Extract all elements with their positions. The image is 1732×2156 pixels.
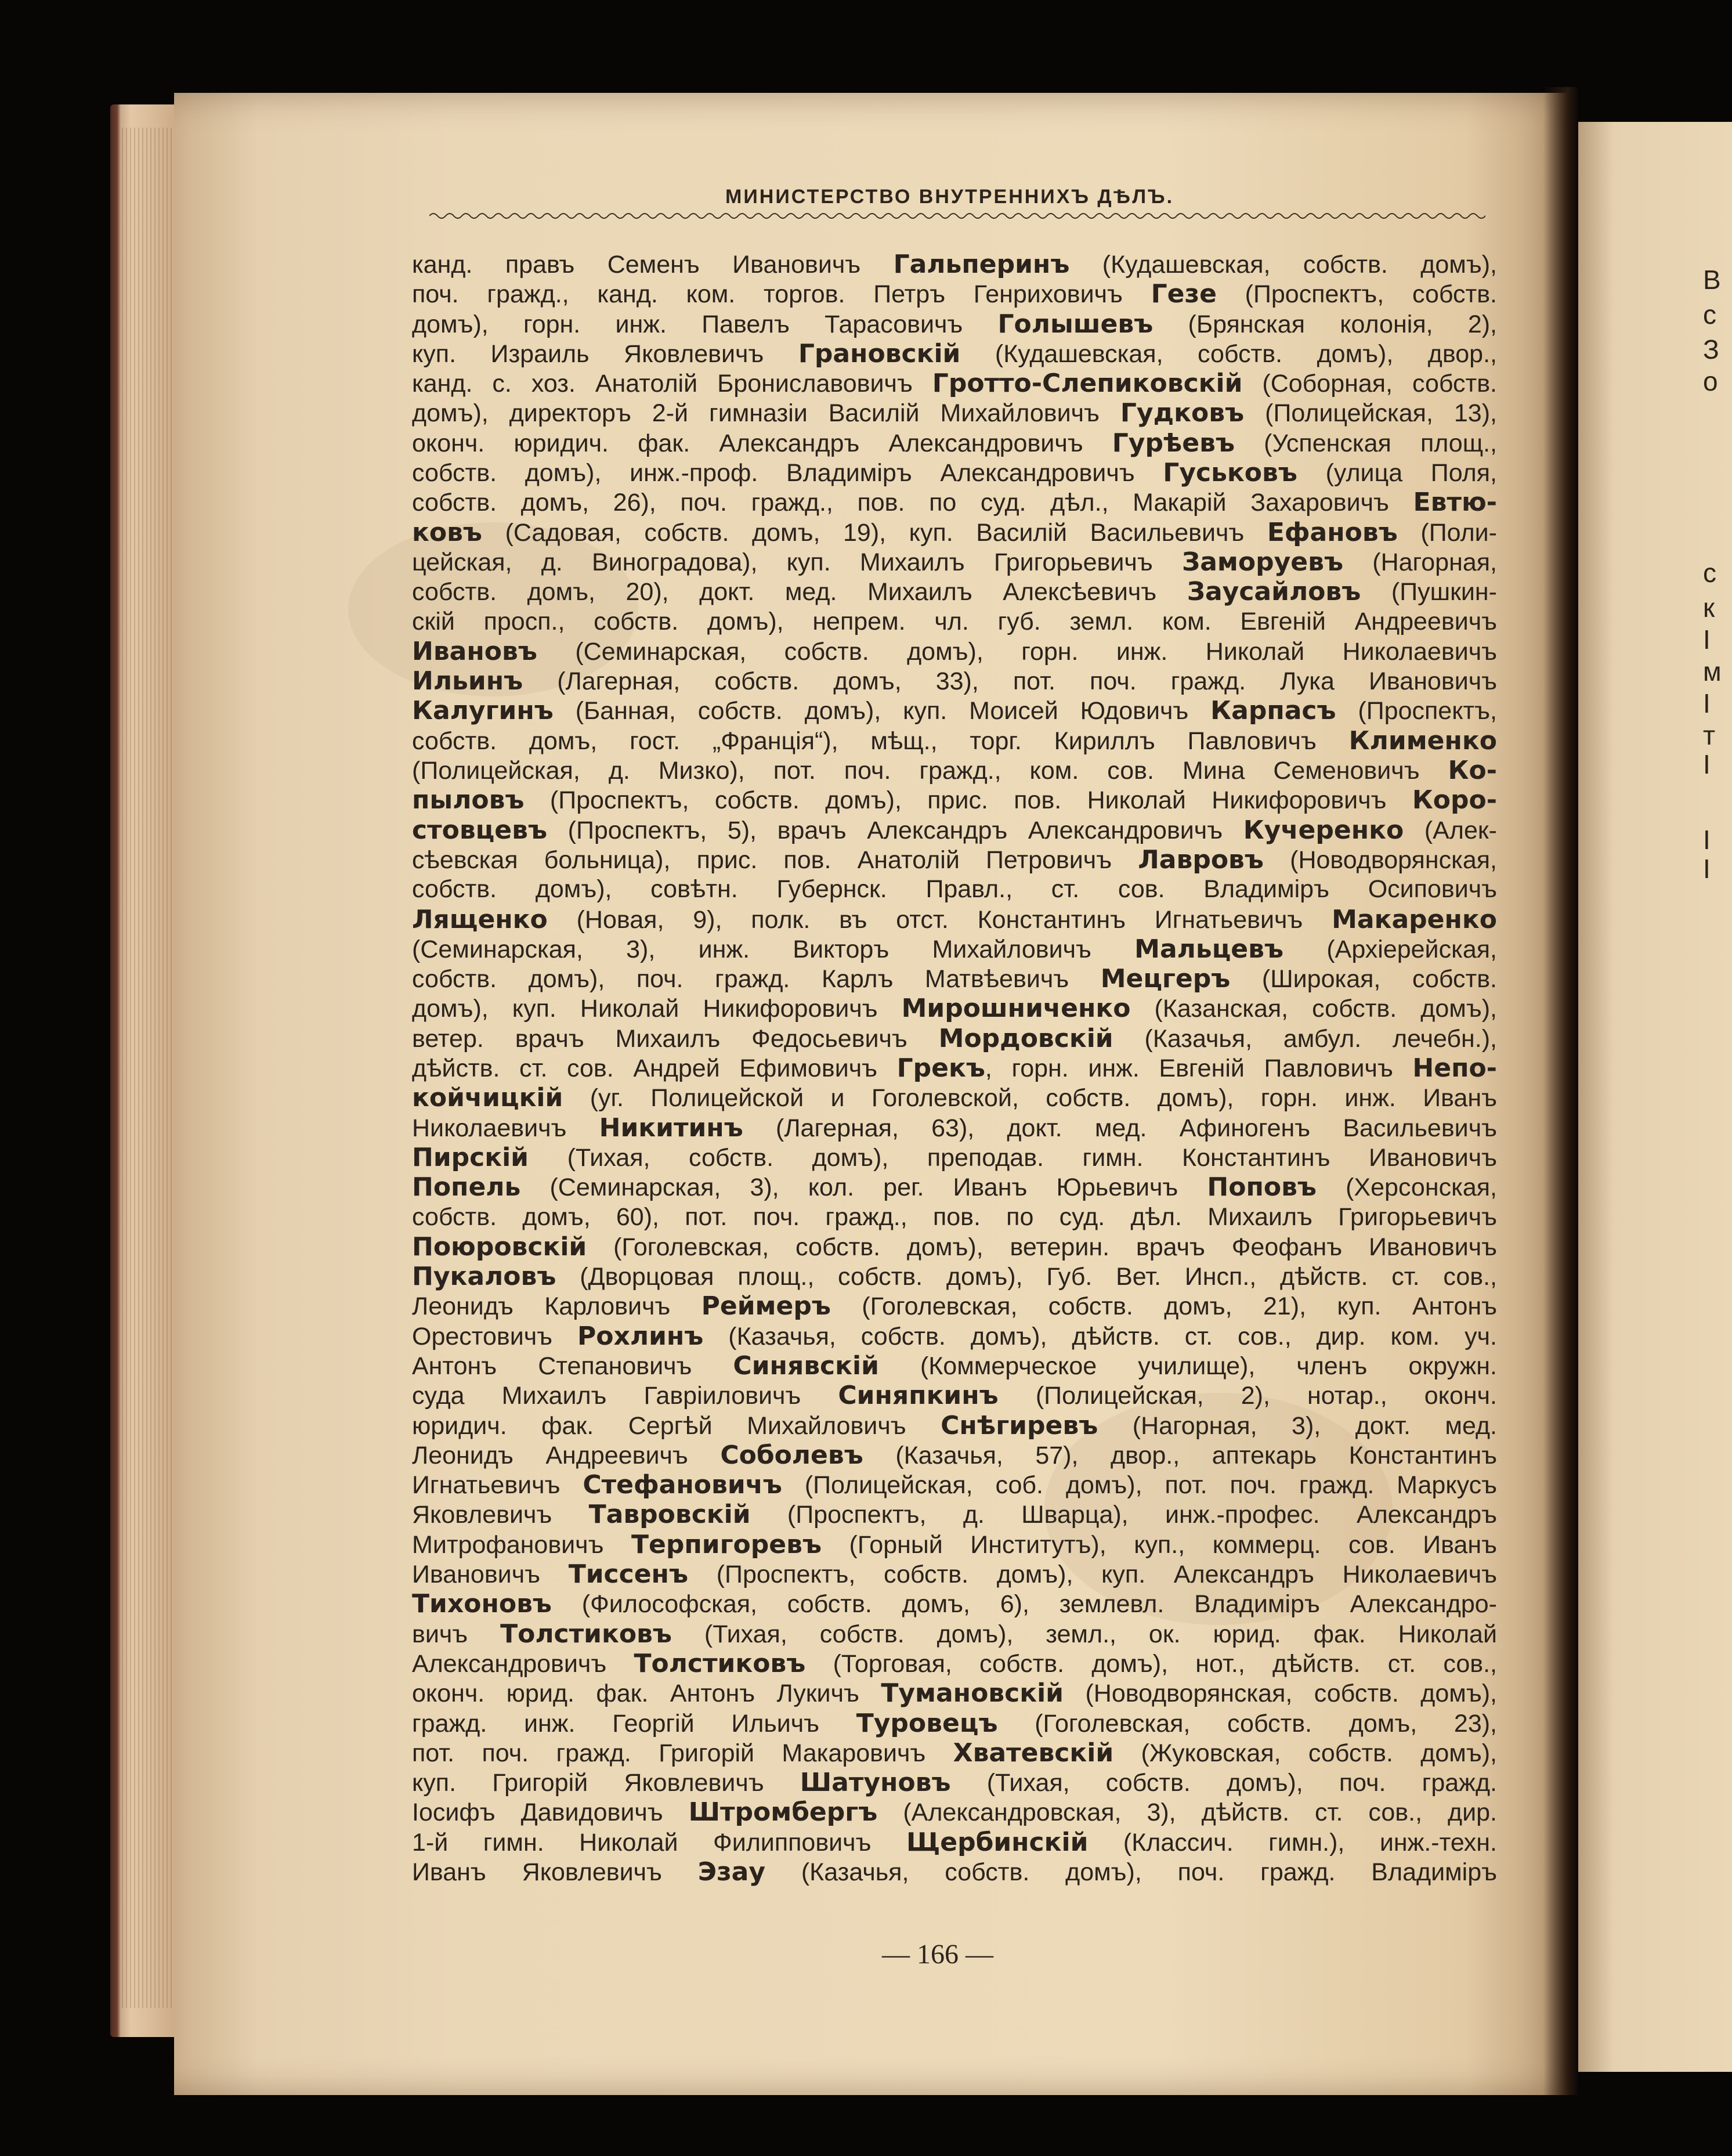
surname: Снѣгиревъ bbox=[941, 1410, 1098, 1440]
surname: Эзау bbox=[697, 1857, 766, 1887]
text-run: собств. домъ), поч. гражд. Карлъ Матвѣевичъ bbox=[412, 965, 1101, 994]
text-run: (Кудашевская, собств. домъ), двор., bbox=[960, 340, 1497, 368]
text-run: (Нагорная, 3), докт. мед. bbox=[1098, 1411, 1497, 1440]
text-run: юридич. фак. Сергѣй Михайловичъ bbox=[412, 1411, 941, 1440]
text-run: (Поли- bbox=[1397, 518, 1497, 547]
surname: Заморуевъ bbox=[1181, 547, 1344, 577]
text-line bbox=[412, 1232, 1497, 1262]
text-run: (Проспектъ, 5), врачъ Александръ Александровичъ bbox=[547, 816, 1243, 844]
text-run: (Проспектъ, собств. bbox=[1216, 280, 1497, 309]
surname: койчицкій bbox=[412, 1083, 563, 1113]
text-run: Иванъ Яковлевичъ bbox=[412, 1858, 698, 1887]
text-line bbox=[412, 1857, 1497, 1887]
text-line bbox=[412, 607, 1497, 637]
text-line bbox=[412, 309, 1497, 339]
text-line bbox=[412, 1143, 1497, 1172]
text-line bbox=[412, 250, 1497, 279]
text-line bbox=[412, 785, 1497, 815]
facing-page bbox=[1575, 122, 1732, 2072]
text-line bbox=[412, 1649, 1497, 1678]
text-run: (Банная, собств. домъ), куп. Моисей Юдовичъ bbox=[553, 697, 1211, 725]
surname: Голышевъ bbox=[997, 309, 1154, 339]
text-run: (Проспектъ, собств. домъ), куп. Александръ Николаевичъ bbox=[688, 1561, 1497, 1589]
surname: Заусайловъ bbox=[1187, 577, 1361, 607]
surname: Никитинъ bbox=[599, 1113, 743, 1143]
text-line bbox=[412, 1828, 1497, 1857]
text-line bbox=[412, 487, 1497, 517]
surname: Ефановъ bbox=[1267, 517, 1398, 547]
text-run: (Гоголевская, собств. домъ, 23), bbox=[997, 1709, 1497, 1738]
text-line bbox=[412, 1768, 1497, 1797]
surname: Клименко bbox=[1348, 725, 1497, 756]
text-line bbox=[412, 1738, 1497, 1768]
surname: Рохлинъ bbox=[577, 1321, 704, 1351]
text-run: (Проспектъ, д. Шварца), инж.-профес. Александръ bbox=[750, 1501, 1497, 1529]
text-line bbox=[412, 1113, 1497, 1143]
surname: пыловъ bbox=[412, 785, 525, 815]
text-run: (Пушкин- bbox=[1361, 578, 1497, 606]
surname: Мецгеръ bbox=[1100, 964, 1231, 994]
text-run: канд. правъ Семенъ Ивановичъ bbox=[412, 251, 894, 279]
text-run: (улица Поля, bbox=[1297, 459, 1497, 487]
text-run: Леонидъ Карловичъ bbox=[412, 1292, 702, 1321]
facing-page-fragment: I bbox=[1703, 854, 1711, 884]
text-line bbox=[412, 696, 1497, 725]
surname: Тавровскій bbox=[588, 1500, 751, 1530]
text-run: (Полицейская, соб. домъ), пот. поч. гражд. Маркусъ bbox=[782, 1471, 1497, 1500]
text-run: Орестовичъ bbox=[412, 1322, 577, 1350]
text-run: (Тихая, собств. домъ), земл., ок. юрид. фак. Николай bbox=[671, 1620, 1497, 1648]
page-number: — 166 — bbox=[882, 1939, 993, 1970]
surname: Непо- bbox=[1412, 1053, 1497, 1084]
surname: Стефановичъ bbox=[583, 1470, 782, 1500]
text-line bbox=[412, 1321, 1497, 1351]
text-run: дѣйств. ст. сов. Андрей Ефимовичъ bbox=[412, 1054, 897, 1083]
surname: Хватевскій bbox=[953, 1738, 1114, 1768]
surname: Гротто-Слепиковскій bbox=[932, 369, 1243, 399]
text-run: Антонъ Степановичъ bbox=[412, 1352, 733, 1380]
text-run: (Казачья, собств. домъ), поч. гражд. Владиміръ bbox=[765, 1858, 1497, 1887]
facing-page-fragment: с bbox=[1703, 558, 1716, 588]
surname: Лавровъ bbox=[1138, 844, 1264, 875]
facing-page-fragment: к bbox=[1703, 593, 1715, 623]
text-line bbox=[412, 279, 1497, 309]
text-run: 1-й гимн. Николай Филипповичъ bbox=[412, 1828, 906, 1857]
text-run: Яковлевичъ bbox=[412, 1501, 589, 1529]
text-run: (Брянская колонія, 2), bbox=[1153, 310, 1497, 338]
text-line bbox=[412, 905, 1497, 934]
text-line bbox=[412, 1470, 1497, 1500]
text-run: (Нагорная, bbox=[1343, 548, 1497, 576]
surname: Карпасъ bbox=[1210, 696, 1336, 726]
text-run: канд. с. хоз. Анатолій Брониславовичъ bbox=[412, 370, 932, 398]
facing-page-fragment: с bbox=[1703, 299, 1716, 330]
text-line bbox=[412, 1559, 1497, 1589]
book-gutter bbox=[1543, 87, 1578, 2095]
facing-page-fragment: I bbox=[1703, 825, 1711, 855]
text-run: (Семинарская, 3), кол. рег. Иванъ Юрьевичъ bbox=[520, 1173, 1207, 1202]
text-run: (Семинарская, 3), инж. Викторъ Михайловичъ bbox=[412, 935, 1135, 963]
facing-page-fragment: В bbox=[1703, 265, 1721, 295]
text-run: (Новая, 9), полк. въ отст. Константинъ Игнатьевичъ bbox=[547, 905, 1332, 934]
text-line bbox=[412, 458, 1497, 487]
text-run: вичъ bbox=[412, 1620, 501, 1648]
text-line bbox=[412, 845, 1497, 875]
text-run: оконч. юридич. фак. Александръ Александровичъ bbox=[412, 429, 1112, 457]
surname: Ильинъ bbox=[412, 666, 523, 696]
book-page-edge-lines bbox=[122, 128, 180, 2008]
text-run: (Дворцовая площ., собств. домъ), Губ. Вет. Инсп., дѣйств. ст. сов., bbox=[556, 1263, 1497, 1291]
surname: Мальцевъ bbox=[1134, 934, 1284, 964]
surname: Щербинскій bbox=[906, 1827, 1089, 1857]
text-run: сѣевская больница), прис. пов. Анатолій Петровичъ bbox=[412, 846, 1138, 874]
surname: Поюровскій bbox=[412, 1232, 587, 1262]
text-line bbox=[412, 1500, 1497, 1529]
text-line bbox=[412, 637, 1497, 666]
surname: Соболевъ bbox=[720, 1440, 863, 1470]
text-run: (Александровская, 3), дѣйств. ст. сов., дир. bbox=[877, 1799, 1497, 1827]
surname: Пирскій bbox=[412, 1142, 529, 1172]
text-run: (Алек- bbox=[1404, 816, 1497, 844]
text-run: собств. домъ, 26), поч. гражд., пов. по суд. дѣл., Макарій Захаровичъ bbox=[412, 489, 1413, 517]
surname: Лященко bbox=[412, 904, 548, 934]
facing-page-fragment: З bbox=[1703, 334, 1719, 364]
text-line bbox=[412, 1678, 1497, 1708]
text-line bbox=[412, 369, 1497, 398]
text-run: (Торговая, собств. домъ), нот., дѣйств. ст. сов., bbox=[805, 1649, 1497, 1678]
text-run: собств. домъ, гост. „Франція“), мѣщ., торг. Кириллъ Павловичъ bbox=[412, 727, 1349, 755]
text-line bbox=[412, 1172, 1497, 1202]
text-line bbox=[412, 1411, 1497, 1440]
text-line bbox=[412, 815, 1497, 845]
text-run: (Соборная, собств. bbox=[1242, 370, 1497, 398]
surname: Гудковъ bbox=[1120, 398, 1245, 428]
text-run: собств. домъ), совѣтн. Губернск. Правл., ст. сов. Владиміръ Осиповичъ bbox=[412, 875, 1497, 904]
text-run: куп. Израиль Яковлевичъ bbox=[412, 340, 798, 368]
surname: Синяпкинъ bbox=[838, 1381, 999, 1411]
text-run: (Коммерческое училище), членъ окружн. bbox=[878, 1352, 1497, 1380]
text-run: суда Михаилъ Гавріиловичъ bbox=[412, 1382, 838, 1410]
text-line bbox=[412, 1351, 1497, 1381]
surname: Гуськовъ bbox=[1163, 458, 1297, 488]
text-run: (Казачья, собств. домъ), дѣйств. ст. сов., дир. ком. уч. bbox=[703, 1322, 1497, 1350]
text-run: домъ), горн. инж. Павелъ Тарасовичъ bbox=[412, 310, 998, 338]
surname: Гурѣевъ bbox=[1112, 428, 1235, 458]
surname: Синявскій bbox=[733, 1350, 879, 1381]
text-run: (Проспектъ, собств. домъ), прис. пов. Николай Никифоровичъ bbox=[524, 786, 1412, 815]
surname: Штромбергъ bbox=[688, 1797, 878, 1828]
text-line bbox=[412, 398, 1497, 428]
text-line bbox=[412, 934, 1497, 964]
text-run: Леонидъ Андреевичъ bbox=[412, 1441, 721, 1469]
text-line bbox=[412, 1619, 1497, 1649]
text-line bbox=[412, 1262, 1497, 1291]
surname: Кучеренко bbox=[1243, 815, 1404, 845]
text-line bbox=[412, 1709, 1497, 1738]
text-line bbox=[412, 577, 1497, 606]
text-run: куп. Григорій Яковлевичъ bbox=[412, 1769, 800, 1797]
text-run: (Полицейская, 13), bbox=[1244, 399, 1497, 428]
text-line bbox=[412, 1589, 1497, 1619]
surname: Тихоновъ bbox=[412, 1589, 552, 1619]
surname: Макаренко bbox=[1332, 904, 1497, 934]
text-run: собств. домъ, 20), докт. мед. Михаилъ Алексѣевичъ bbox=[412, 578, 1187, 606]
surname: Мирошниченко bbox=[901, 994, 1131, 1024]
surname: Тумановскій bbox=[881, 1678, 1064, 1709]
surname: Мордовскій bbox=[938, 1023, 1113, 1053]
text-run: скій просп., собств. домъ), непрем. чл. губ. земл. ком. Евгеній Андреевичъ bbox=[412, 607, 1497, 635]
text-run: (Херсонская, bbox=[1316, 1173, 1497, 1202]
text-run: (Казачья, 57), двор., аптекарь Константинъ bbox=[863, 1441, 1497, 1469]
text-run: (Гоголевская, собств. домъ), ветерин. врачъ Феофанъ Ивановичъ bbox=[587, 1233, 1497, 1261]
text-line bbox=[412, 1202, 1497, 1232]
surname: Грекъ bbox=[896, 1053, 985, 1084]
text-line bbox=[412, 1530, 1497, 1559]
surname: Тиссенъ bbox=[568, 1559, 689, 1590]
surname: Реймеръ bbox=[701, 1291, 831, 1321]
facing-page-fragment: о bbox=[1703, 366, 1718, 396]
text-run: (Классич. гимн.), инж.-техн. bbox=[1088, 1828, 1497, 1857]
surname: Ивановъ bbox=[412, 636, 537, 666]
text-line bbox=[412, 1291, 1497, 1321]
text-run: (Философская, собств. домъ, 6), землевл. Владиміръ Александро- bbox=[552, 1590, 1497, 1619]
running-head: МИНИСТЕРСТВО ВНУТРЕННИХЪ ДѢЛЪ. bbox=[725, 186, 1174, 208]
text-line bbox=[412, 964, 1497, 994]
surname: Толстиковъ bbox=[500, 1619, 672, 1649]
surname: ковъ bbox=[412, 517, 482, 547]
surname: Гальперинъ bbox=[893, 250, 1070, 279]
directory-text bbox=[412, 250, 1497, 1887]
text-line bbox=[412, 875, 1497, 904]
text-line bbox=[412, 726, 1497, 756]
text-run: (Полицейская, д. Мизко), пот. поч. гражд., ком. сов. Мина Семеновичъ bbox=[412, 757, 1448, 785]
text-line bbox=[412, 994, 1497, 1023]
surname: Калугинъ bbox=[412, 696, 554, 726]
facing-page-fragment: I bbox=[1703, 749, 1711, 779]
text-run: (Новодворянская, собств. домъ), bbox=[1064, 1680, 1497, 1708]
surname: стовцевъ bbox=[412, 815, 548, 845]
wavy-rule bbox=[429, 209, 1485, 223]
text-line bbox=[412, 1053, 1497, 1083]
text-run: домъ), директоръ 2-й гимназіи Василій Михайловичъ bbox=[412, 399, 1120, 428]
facing-page-fragment: I bbox=[1703, 624, 1711, 655]
facing-page-fragment: м bbox=[1703, 656, 1722, 687]
text-run: гражд. инж. Георгій Ильичъ bbox=[412, 1709, 856, 1738]
text-run: (Садовая, собств. домъ, 19), куп. Василій Васильевичъ bbox=[482, 518, 1267, 547]
text-line bbox=[412, 518, 1497, 547]
text-run: (Новодворянская, bbox=[1263, 846, 1497, 874]
text-run: (Полицейская, 2), нотар., оконч. bbox=[998, 1382, 1497, 1410]
text-line bbox=[412, 547, 1497, 577]
text-run: (Кудашевская, собств. домъ), bbox=[1069, 251, 1497, 279]
surname: Ко- bbox=[1448, 756, 1497, 786]
text-line bbox=[412, 428, 1497, 458]
text-run: , горн. инж. Евгеній Павловичъ bbox=[985, 1054, 1413, 1083]
text-run: Николаевичъ bbox=[412, 1114, 599, 1142]
surname: Гезе bbox=[1151, 279, 1217, 309]
text-line bbox=[412, 1083, 1497, 1113]
text-run: Игнатьевичъ bbox=[412, 1471, 583, 1500]
text-run: (уг. Полицейской и Гоголевской, собств. домъ), горн. инж. Иванъ bbox=[563, 1084, 1497, 1113]
surname: Поповъ bbox=[1207, 1172, 1317, 1202]
text-line bbox=[412, 756, 1497, 785]
text-run: домъ), куп. Николай Никифоровичъ bbox=[412, 995, 902, 1023]
text-run: цейская, д. Виноградова), куп. Михаилъ Григорьевичъ bbox=[412, 548, 1182, 576]
text-line bbox=[412, 666, 1497, 696]
text-run: собств. домъ, 60), пот. поч. гражд., пов. по суд. дѣл. Михаилъ Григорьевичъ bbox=[412, 1202, 1497, 1231]
text-run: Ивановичъ bbox=[412, 1561, 569, 1589]
surname: Коро- bbox=[1412, 785, 1497, 815]
text-run: ветер. врачъ Михаилъ Федосьевичъ bbox=[412, 1024, 939, 1053]
text-run: Іосифъ Давидовичъ bbox=[412, 1799, 689, 1827]
text-run: (Семинарская, собств. домъ), горн. инж. Николай Николаевичъ bbox=[537, 637, 1497, 666]
text-run: пот. поч. гражд. Григорій Макаровичъ bbox=[412, 1739, 953, 1767]
text-line bbox=[412, 339, 1497, 369]
text-run: (Тихая, собств. домъ), преподав. гимн. Константинъ Ивановичъ bbox=[529, 1143, 1497, 1172]
text-line bbox=[412, 1381, 1497, 1410]
surname: Шатуновъ bbox=[800, 1768, 951, 1798]
text-line bbox=[412, 1024, 1497, 1053]
text-run: (Гоголевская, собств. домъ, 21), куп. Антонъ bbox=[830, 1292, 1497, 1321]
text-run: (Широкая, собств. bbox=[1230, 965, 1497, 994]
text-run: (Казачья, амбул. лечебн.), bbox=[1113, 1024, 1497, 1053]
surname: Грановскій bbox=[798, 338, 961, 369]
text-run: (Казанская, собств. домъ), bbox=[1130, 995, 1497, 1023]
text-line bbox=[412, 1797, 1497, 1827]
surname: Пукаловъ bbox=[412, 1262, 556, 1292]
text-run: собств. домъ), инж.-проф. Владиміръ Александровичъ bbox=[412, 459, 1163, 487]
text-run: оконч. юрид. фак. Антонъ Лукичъ bbox=[412, 1680, 881, 1708]
facing-page-fragment: I bbox=[1703, 688, 1711, 718]
text-run: поч. гражд., канд. ком. торгов. Петръ Генриховичъ bbox=[412, 280, 1151, 309]
text-run: Митрофановичъ bbox=[412, 1530, 631, 1559]
text-run: (Успенская площ., bbox=[1235, 429, 1497, 457]
text-run: (Архіерейская, bbox=[1283, 935, 1497, 963]
surname: Попель bbox=[412, 1172, 521, 1202]
text-run: (Проспектъ, bbox=[1336, 697, 1497, 725]
facing-page-fragment: т bbox=[1703, 720, 1716, 750]
surname: Евтю- bbox=[1413, 487, 1497, 518]
text-run: (Жуковская, собств. домъ), bbox=[1113, 1739, 1497, 1767]
surname: Толстиковъ bbox=[634, 1648, 806, 1678]
text-run: (Тихая, собств. домъ), поч. гражд. bbox=[950, 1769, 1497, 1797]
text-run: (Лагерная, собств. домъ, 33), пот. поч. гражд. Лука Ивановичъ bbox=[523, 667, 1497, 696]
surname: Туровецъ bbox=[856, 1708, 998, 1738]
text-run: (Лагерная, 63), докт. мед. Афиногенъ Васильевичъ bbox=[743, 1114, 1497, 1142]
text-run: Александровичъ bbox=[412, 1649, 634, 1678]
text-run: (Горный Институтъ), куп., коммерц. сов. Иванъ bbox=[822, 1530, 1497, 1559]
surname: Терпигоревъ bbox=[631, 1529, 822, 1559]
text-line bbox=[412, 1440, 1497, 1470]
